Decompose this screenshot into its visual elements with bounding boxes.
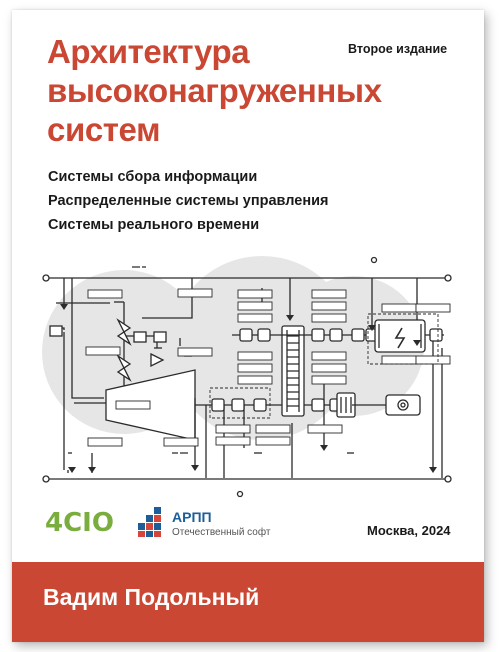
arpp-logo-title: АРПП [172, 509, 212, 525]
title-line-1: Архитектура [47, 33, 250, 70]
system-schematic [12, 248, 484, 498]
subtitle-2: Распределенные системы управления [48, 193, 329, 209]
arpp-mark-icon [136, 507, 166, 537]
city-year: Москва, 2024 [367, 523, 451, 538]
author-bar [12, 562, 484, 642]
subtitle-1: Системы сбора информации [48, 169, 258, 185]
logo-4cio [43, 506, 131, 538]
edition-label: Второе издание [348, 42, 448, 56]
subtitle-list [48, 165, 328, 237]
title-line-2: высоконагруженных [47, 72, 382, 109]
book-cover [12, 10, 484, 642]
arpp-logo-subtitle: Отечественный софт [172, 527, 271, 538]
book-title [47, 32, 382, 149]
author-name: Вадим Подольный [43, 584, 260, 610]
title-line-3: систем [47, 111, 161, 148]
subtitle-3: Системы реального времени [48, 217, 260, 233]
logo-4cio-text: 4CIO [45, 508, 114, 538]
